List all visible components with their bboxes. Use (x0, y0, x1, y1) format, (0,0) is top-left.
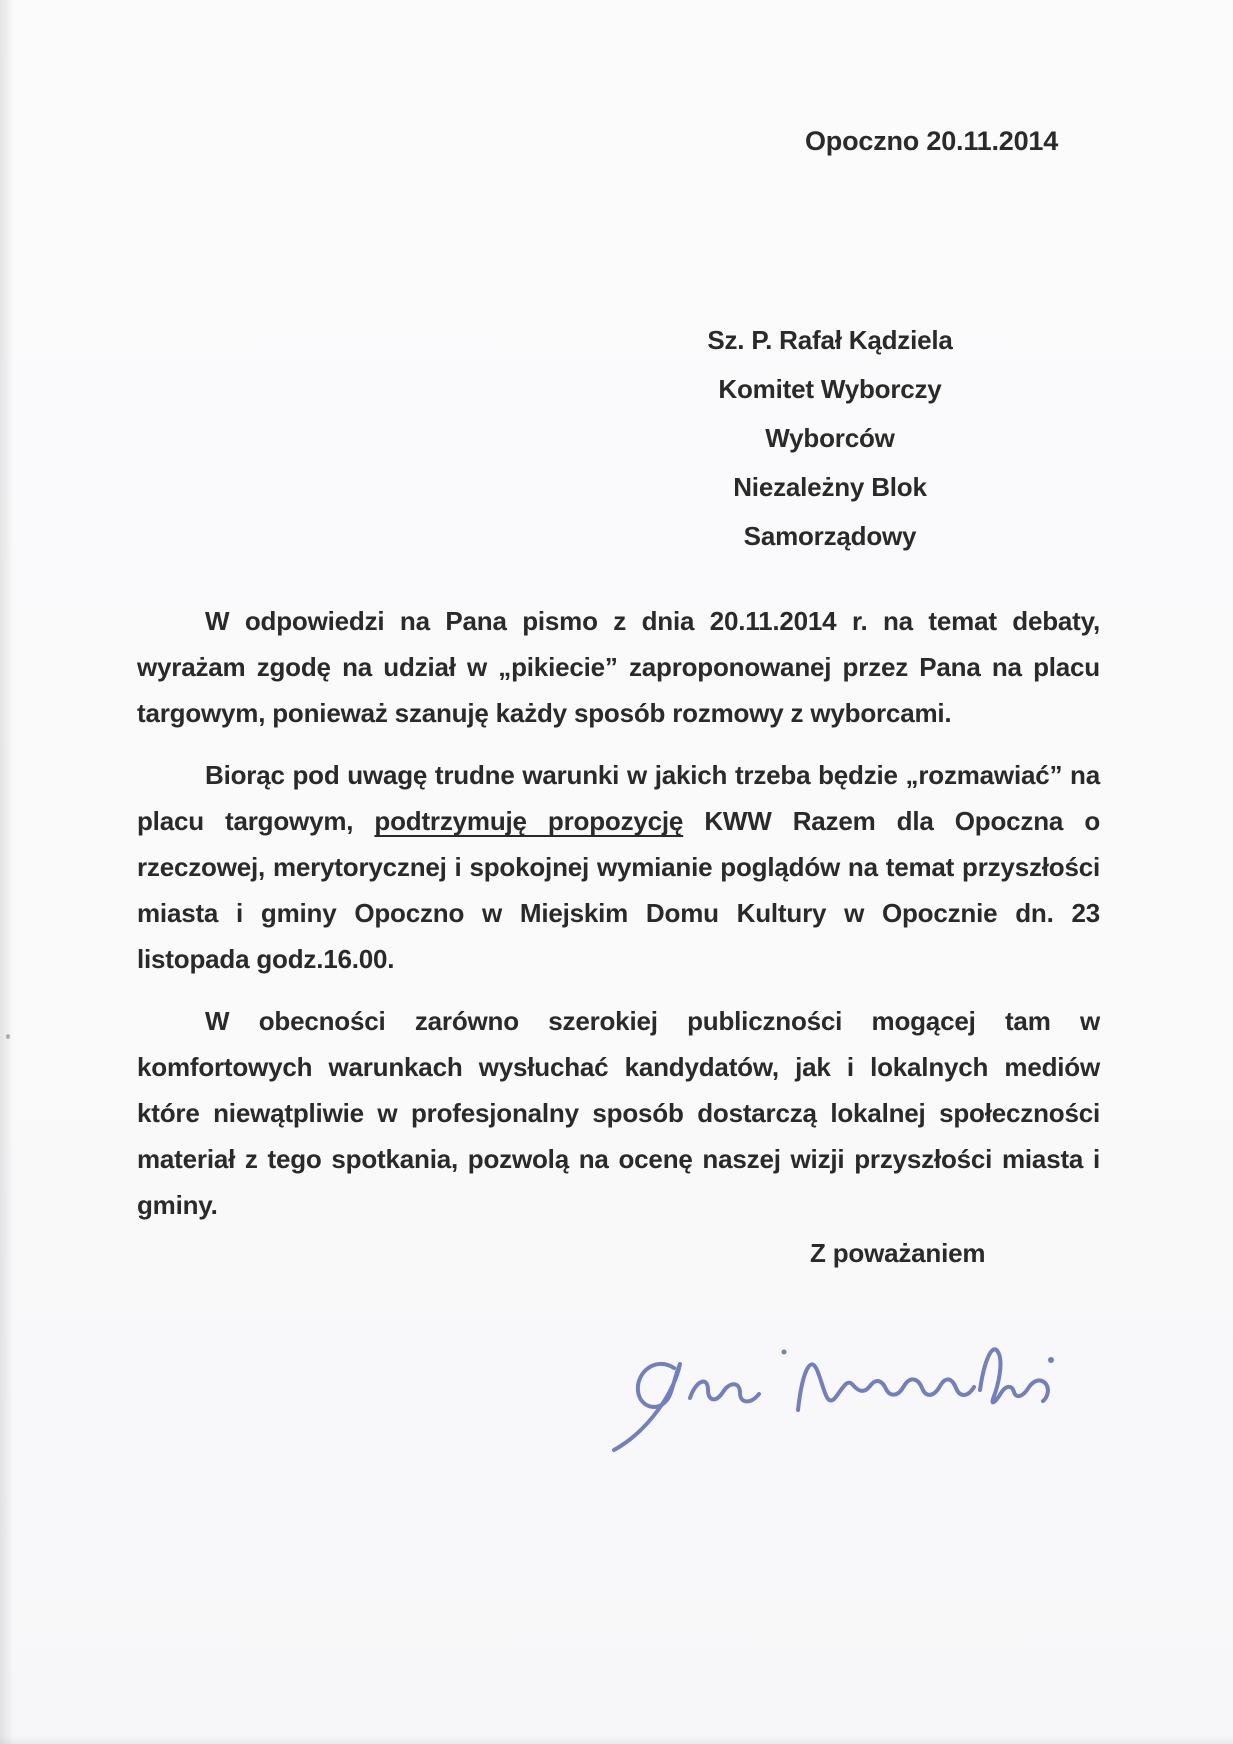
paragraph-3-text: W obecności zarówno szerokiej publiczności mogącej tam w komfortowych warunkach wysłuchać kandydatów, jak i lokalnych mediów które niewątpliwie w profesjonalny sposób dostarczą lokalnej społeczności materiał z tego spotkania, pozwolą na ocenę naszej wizji przyszłości miasta i gminy. (137, 1006, 1100, 1220)
signature-stroke-surname (798, 1364, 974, 1410)
signature-ink-dot-1 (1048, 1357, 1054, 1363)
paragraph-1-text: W odpowiedzi na Pana pismo z dnia 20.11.2014 r. na temat debaty, wyrażam zgodę na udział w „pikiecie” zaproponowanej przez Pana na placu targowym, ponieważ szanuję każdy sposób rozmowy z wyborcami. (137, 606, 1100, 728)
paragraph-2-text-after-underline: KWW Razem dla Opoczna o rzeczowej, merytorycznej i spokojnej wymianie poglądów na temat przyszłości miasta i gminy Opoczno w Miejskim Domu Kultury w Opocznie dn. 23 listopada godz.16.00. (137, 806, 1100, 974)
scan-artifact-dot (6, 1034, 10, 1039)
signature-stroke-om (690, 1382, 759, 1402)
signature-stroke-initial (614, 1364, 680, 1450)
recipient-committee: Komitet Wyborczy Wyborców (718, 374, 942, 453)
body-paragraph-3 (137, 998, 1100, 1228)
body-paragraph-1 (137, 598, 1100, 736)
handwritten-signature (598, 1328, 1078, 1478)
scan-edge-shading-left (0, 0, 14, 1744)
recipient-block (655, 316, 1005, 561)
recipient-committee-name: Niezależny Blok Samorządowy (733, 472, 927, 551)
letter-body (137, 598, 1100, 1244)
paragraph-2-underlined-phrase: podtrzymuję propozycję (374, 806, 684, 836)
closing-salutation: Z poważaniem (810, 1238, 986, 1268)
date-place-line: Opoczno 20.11.2014 (805, 126, 1059, 156)
signature-stroke-ending (980, 1349, 1048, 1402)
signature-ink-dot-2 (782, 1350, 787, 1355)
scan-edge-shading-bottom (0, 1736, 1233, 1744)
body-paragraph-2 (137, 752, 1100, 982)
paragraph-2-text-before-underline: Biorąc pod uwagę trudne warunki w jakich trzeba będzie „rozmawiać” na placu targowym, (137, 760, 1100, 836)
recipient-name: Sz. P. Rafał Kądziela (707, 325, 953, 355)
